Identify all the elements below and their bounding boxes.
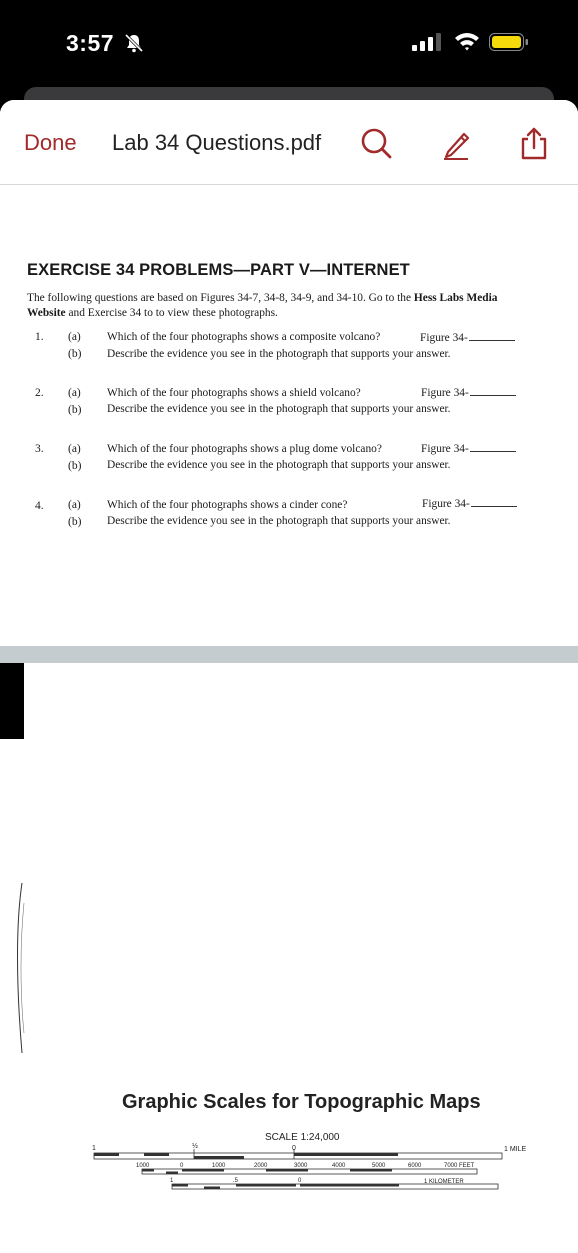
graphic-scale-bars: [88, 1141, 538, 1196]
question-part-label: (a): [68, 499, 81, 511]
clock: 3:57: [66, 30, 115, 56]
scan-shadow: [0, 663, 24, 739]
question-part-label: (a): [68, 331, 81, 343]
question-part-label: (a): [68, 443, 81, 455]
feet-scale-bar: [136, 1163, 477, 1174]
question-part-label: (b): [68, 460, 82, 472]
mile-label-left: 1: [92, 1145, 96, 1152]
question-text: Which of the four photographs shows a shield volcano?: [107, 387, 361, 399]
figure-answer-blank: [421, 442, 516, 455]
page-separator: [0, 646, 578, 664]
search-icon[interactable]: [360, 126, 392, 160]
status-bar: [0, 0, 578, 100]
question-number: 4.: [35, 500, 44, 512]
scan-fold-mark: [14, 883, 28, 1053]
markup-pen-icon[interactable]: [440, 126, 472, 160]
question-text: Describe the evidence you see in the photograph that supports your answer.: [107, 348, 451, 360]
question-part-label: (a): [68, 387, 81, 399]
answer-line: [470, 386, 516, 396]
feet-tick-label: 1000: [136, 1163, 150, 1169]
question-text: Describe the evidence you see in the photograph that supports your answer.: [107, 515, 451, 527]
figure-label: Figure 34-: [422, 498, 470, 510]
intro-text-end: and Exercise 34 to to view these photographs.: [65, 307, 278, 319]
intro-text: The following questions are based on Figures 34-7, 34-8, 34-9, and 34-10. Go to the: [27, 292, 414, 304]
wifi-icon: [454, 31, 480, 51]
question-part-label: (b): [68, 404, 82, 416]
feet-tick-label: 1000: [212, 1163, 226, 1169]
answer-line: [470, 442, 516, 452]
share-icon[interactable]: [518, 126, 550, 160]
navigation-bar: [0, 100, 578, 185]
mile-label-right: 1 MILE: [504, 1146, 527, 1153]
scale-ratio-label: SCALE 1:24,000: [265, 1132, 340, 1143]
feet-tick-label: 4000: [332, 1163, 346, 1169]
graphic-scales-heading: Graphic Scales for Topographic Maps: [122, 1091, 481, 1113]
pdf-page-next: [0, 663, 578, 1253]
answer-line: [471, 497, 517, 507]
intro-paragraph: [27, 291, 527, 321]
km-label-left: 1: [170, 1178, 174, 1184]
question-number: 1.: [35, 331, 44, 343]
feet-tick-label: 7000 FEET: [444, 1163, 475, 1169]
km-label-zero: 0: [298, 1178, 302, 1184]
feet-tick-label: 5000: [372, 1163, 386, 1169]
feet-tick-label: 2000: [254, 1163, 268, 1169]
exercise-title: EXERCISE 34 PROBLEMS—PART V—INTERNET: [27, 261, 410, 279]
question-text: Which of the four photographs shows a cinder cone?: [107, 499, 348, 511]
answer-line: [469, 331, 515, 341]
figure-answer-blank: [421, 386, 516, 399]
km-label-half: .5: [233, 1178, 239, 1184]
figure-label: Figure 34-: [421, 443, 469, 455]
question-number: 3.: [35, 443, 44, 455]
mile-scale-bar: [92, 1142, 527, 1159]
pdf-viewer-sheet: [0, 100, 578, 1253]
mile-label-zero: 0: [292, 1145, 296, 1152]
document-title: Lab 34 Questions.pdf: [112, 130, 322, 155]
question-text: Describe the evidence you see in the photograph that supports your answer.: [107, 459, 451, 471]
question-text: Describe the evidence you see in the photograph that supports your answer.: [107, 403, 451, 415]
question-text: Which of the four photographs shows a composite volcano?: [107, 331, 381, 343]
done-button[interactable]: Done: [24, 130, 77, 155]
cellular-signal-icon: [412, 33, 442, 51]
intro-bold-text: Hess Labs Media Website: [27, 292, 498, 319]
figure-label: Figure 34-: [421, 387, 469, 399]
battery-icon: [489, 33, 529, 51]
feet-tick-label: 3000: [294, 1163, 308, 1169]
figure-answer-blank: [422, 497, 517, 510]
figure-answer-blank: [420, 331, 515, 344]
silent-mode-icon: [124, 33, 144, 53]
kilometer-scale-bar: [170, 1178, 498, 1189]
figure-label: Figure 34-: [420, 332, 468, 344]
question-part-label: (b): [68, 348, 82, 360]
feet-tick-label: 6000: [408, 1163, 422, 1169]
question-text: Which of the four photographs shows a plug dome volcano?: [107, 443, 382, 455]
feet-tick-label: 0: [180, 1163, 184, 1169]
mile-label-half: ½: [192, 1143, 198, 1150]
question-part-label: (b): [68, 516, 82, 528]
km-label-right: 1 KILOMETER: [424, 1179, 464, 1185]
question-number: 2.: [35, 387, 44, 399]
